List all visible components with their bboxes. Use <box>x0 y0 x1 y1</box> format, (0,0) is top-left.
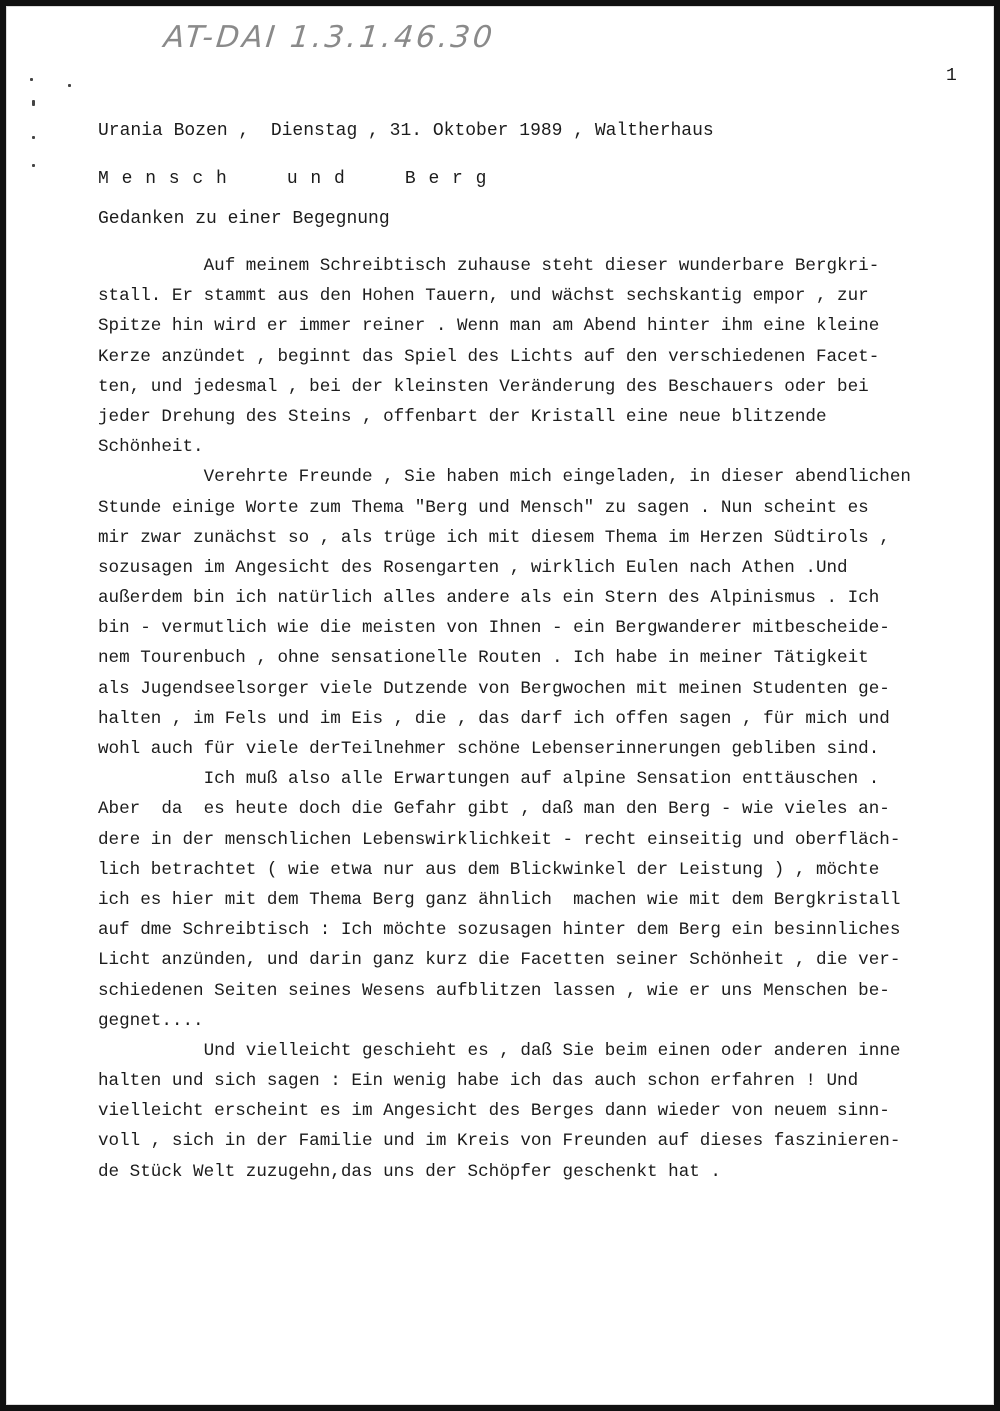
text-line: vielleicht erscheint es im Angesicht des Berges dann wieder von neuem sinn- <box>98 1101 890 1122</box>
text-line: stall. Er stammt aus den Hohen Tauern, und wächst sechskantig empor , zur <box>98 286 869 307</box>
text-line: Spitze hin wird er immer reiner . Wenn man am Abend hinter ihm eine kleine <box>98 316 880 337</box>
document-subtitle: Gedanken zu einer Begegnung <box>98 209 390 229</box>
page-number: 1 <box>946 66 957 86</box>
text-line: Stunde einige Worte zum Thema "Berg und Mensch" zu sagen . Nun scheint es <box>98 497 869 518</box>
text-line: de Stück Welt zuzugehn,das uns der Schöpfer geschenkt hat . <box>98 1161 721 1182</box>
text-line: jeder Drehung des Steins , offenbart der Kristall eine neue blitzende <box>98 406 827 427</box>
text-line: bin - vermutlich wie die meisten von Ihnen - ein Bergwanderer mitbescheide- <box>98 618 890 639</box>
text-line: lich betrachtet ( wie etwa nur aus dem Blickwinkel der Leistung ) , möchte <box>98 859 880 880</box>
text-line: Schönheit. <box>98 437 204 458</box>
text-line: Verehrte Freunde , Sie haben mich eingeladen, in dieser abendlichen <box>98 467 911 488</box>
event-header: Urania Bozen , Dienstag , 31. Oktober 1989 , Waltherhaus <box>98 121 714 141</box>
text-line: wohl auch für viele derTeilnehmer schöne Lebenserinnerungen gebliben sind. <box>98 739 880 759</box>
margin-mark <box>30 78 33 81</box>
text-line: Ich muß also alle Erwartungen auf alpine Sensation enttäuschen . <box>98 769 880 790</box>
margin-mark <box>68 84 71 87</box>
document-page <box>6 6 994 1405</box>
text-line: voll , sich in der Familie und im Kreis von Freunden auf dieses faszinieren- <box>98 1131 901 1152</box>
margin-mark <box>32 164 35 167</box>
text-line: schiedenen Seiten seines Wesens aufblitzen lassen , wie er uns Menschen be- <box>98 980 890 1001</box>
margin-mark <box>32 136 35 139</box>
text-line: Licht anzünden, und darin ganz kurz die Facetten seiner Schönheit , die ver- <box>98 950 901 971</box>
text-line: sozusagen im Angesicht des Rosengarten , wirklich Eulen nach Athen .Und <box>98 557 848 578</box>
margin-mark <box>32 100 35 106</box>
text-line: ich es hier mit dem Thema Berg ganz ähnlich machen wie mit dem Bergkristall <box>98 889 901 910</box>
text-line: nem Tourenbuch , ohne sensationelle Routen . Ich habe in meiner Tätigkeit <box>98 648 869 669</box>
text-line: ten, und jedesmal , bei der kleinsten Veränderung des Beschauers oder bei <box>98 376 869 397</box>
text-line: auf dme Schreibtisch : Ich möchte sozusagen hinter dem Berg ein besinnliches <box>98 920 901 941</box>
text-line: außerdem bin ich natürlich alles andere als ein Stern des Alpinismus . Ich <box>98 588 880 609</box>
body-text <box>98 251 988 1187</box>
text-line: gegnet.... <box>98 1010 204 1031</box>
text-line: dere in der menschlichen Lebenswirklichkeit - recht einseitig und oberfläch- <box>98 829 901 850</box>
text-line: Auf meinem Schreibtisch zuhause steht dieser wunderbare Bergkri- <box>98 256 880 276</box>
text-line: mir zwar zunächst so , als trüge ich mit diesem Thema im Herzen Südtirols , <box>98 527 890 548</box>
text-line: Kerze anzündet , beginnt das Spiel des Lichts auf den verschiedenen Facet- <box>98 346 880 367</box>
archive-signature: AT-DAI 1.3.1.46.30 <box>162 20 497 55</box>
text-line: Aber da es heute doch die Gefahr gibt , daß man den Berg - wie vieles an- <box>98 799 890 820</box>
text-line: halten , im Fels und im Eis , die , das darf ich offen sagen , für mich und <box>98 708 890 729</box>
text-line: halten und sich sagen : Ein wenig habe ich das auch schon erfahren ! Und <box>98 1071 859 1092</box>
text-line: als Jugendseelsorger viele Dutzende von Bergwochen mit meinen Studenten ge- <box>98 678 890 699</box>
text-line: Und vielleicht geschieht es , daß Sie beim einen oder anderen inne <box>98 1040 901 1061</box>
document-title: M e n s c h u n d B e r g <box>98 169 488 189</box>
